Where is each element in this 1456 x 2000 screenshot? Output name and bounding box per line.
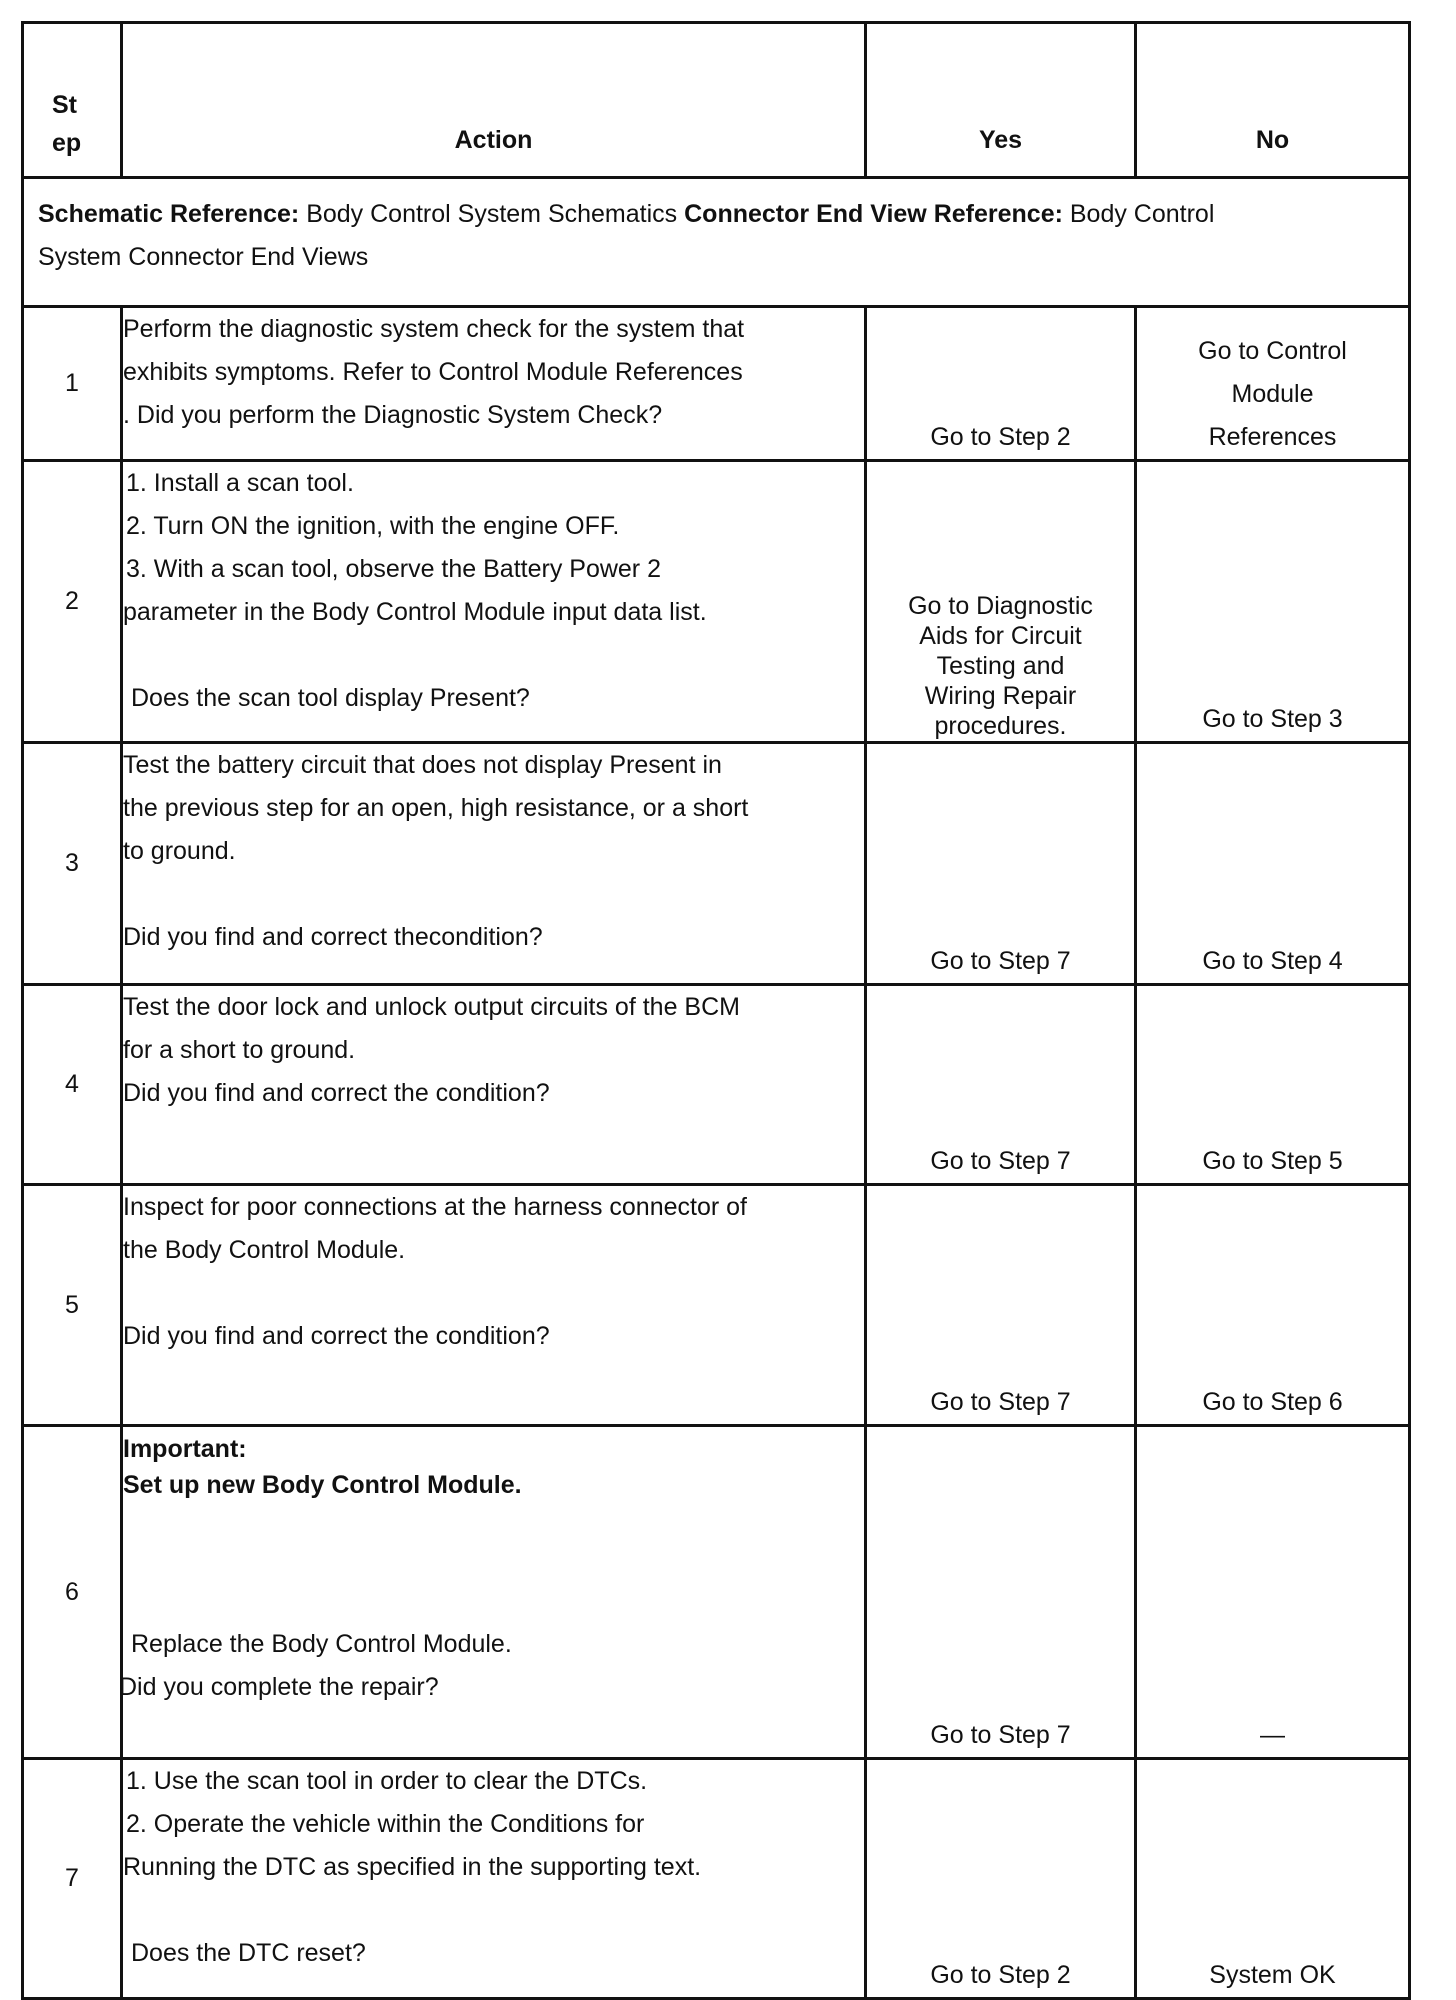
action-column-header: Action [122, 23, 866, 178]
no-outcome: Go to Step 5 [1136, 985, 1410, 1185]
step-row-2 [23, 461, 1410, 743]
step-row-1 [23, 307, 1410, 461]
yes-outcome: Go to Step 2 [866, 1759, 1136, 1999]
important-label: Important: [123, 1435, 247, 1463]
step-row-4 [23, 985, 1410, 1185]
step-row-5 [23, 1185, 1410, 1426]
connector-reference-label: Connector End View Reference: [684, 200, 1063, 228]
step-column-header: St ep [23, 23, 122, 178]
no-column-header: No [1136, 23, 1410, 178]
step-number: 1 [23, 307, 122, 461]
no-outcome: — [1136, 1426, 1410, 1759]
step-action: Test the door lock and unlock output circuits of the BCM for a short to ground. Did you find and correct the condition? [122, 985, 866, 1185]
step-action: 1. Use the scan tool in order to clear the DTCs. 2. Operate the vehicle within the Conditions for Running the DTC as specified in the supporting text. Does the DTC reset? [122, 1759, 866, 1999]
step-action: Test the battery circuit that does not display Present in the previous step for an open, high resistance, or a short to ground. Did you find and correct thecondition? [122, 743, 866, 985]
yes-outcome: Go to Step 7 [866, 743, 1136, 985]
important-note: Set up new Body Control Module. [123, 1471, 522, 1499]
no-outcome: Go to Step 4 [1136, 743, 1410, 985]
no-outcome: Go to Control Module References [1136, 307, 1410, 461]
step-number: 3 [23, 743, 122, 985]
reference-row [23, 178, 1410, 307]
yes-outcome: Go to Step 7 [866, 1426, 1136, 1759]
step-number: 7 [23, 1759, 122, 1999]
connector-reference-value-cont: System Connector End Views [38, 243, 369, 271]
schematic-reference-label: Schematic Reference: [38, 200, 300, 228]
step-number: 4 [23, 985, 122, 1185]
step-number: 2 [23, 461, 122, 743]
schematic-reference-value: Body Control System Schematics [306, 200, 678, 228]
table-header-row [23, 23, 1410, 178]
connector-reference-value: Body Control [1069, 200, 1215, 228]
reference-cell [23, 178, 1410, 307]
step-action: Inspect for poor connections at the harness connector of the Body Control Module. Did you find and correct the condition? [122, 1185, 866, 1426]
step-action: 1. Install a scan tool. 2. Turn ON the ignition, with the engine OFF. 3. With a scan tool, observe the Battery Power 2 parameter in the Body Control Module input data list. Does the scan tool display Present? [122, 461, 866, 743]
diagnostic-table [21, 21, 1411, 2000]
no-outcome: Go to Step 3 [1136, 461, 1410, 743]
no-outcome: Go to Step 6 [1136, 1185, 1410, 1426]
yes-outcome: Go to Step 2 [866, 307, 1136, 461]
step-row-3 [23, 743, 1410, 985]
step-row-7 [23, 1759, 1410, 1999]
yes-outcome: Go to Step 7 [866, 1185, 1136, 1426]
step-row-6 [23, 1426, 1410, 1759]
yes-outcome: Go to Step 7 [866, 985, 1136, 1185]
yes-column-header: Yes [866, 23, 1136, 178]
step-action: Perform the diagnostic system check for the system that exhibits symptoms. Refer to Control Module References . Did you perform the Diagnostic System Check? [122, 307, 866, 461]
no-outcome: System OK [1136, 1759, 1410, 1999]
yes-outcome: Go to Diagnostic Aids for Circuit Testing and Wiring Repair procedures. [866, 461, 1136, 743]
step-number: 6 [23, 1426, 122, 1759]
step-number: 5 [23, 1185, 122, 1426]
step-action: Important: Set up new Body Control Module. Replace the Body Control Module. Did you complete the repair? [122, 1426, 866, 1759]
